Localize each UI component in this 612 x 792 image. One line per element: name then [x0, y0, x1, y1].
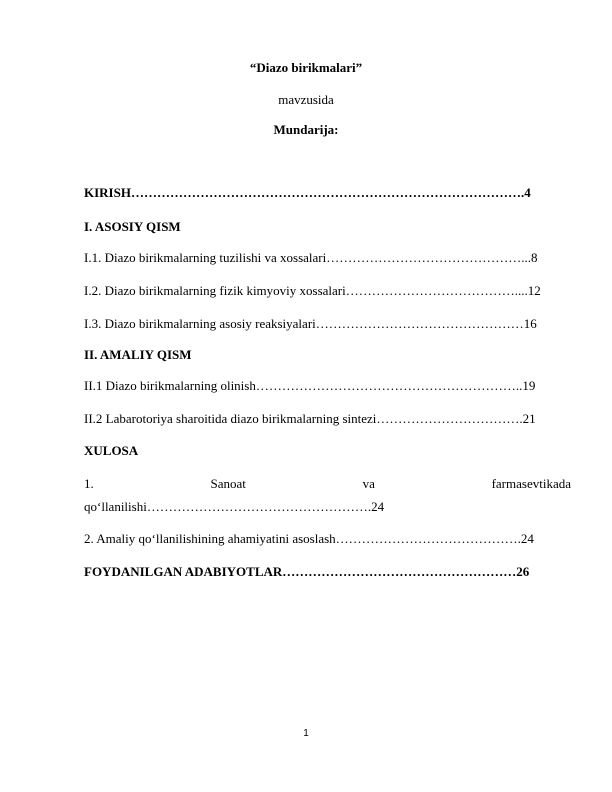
page-number: 1 — [303, 728, 309, 739]
toc-entry-c1-first-line — [84, 476, 571, 492]
toc-entry-2-1: II.1 Diazo birikmalarning olinish……………………………………………………..19 — [84, 378, 536, 393]
toc-entry-1-2: I.2. Diazo birikmalarning fizik kimyoviy xossalari…………………………………....12 — [84, 283, 541, 298]
contents-heading: Mundarija: — [273, 122, 339, 137]
toc-entry-2-2: II.2 Labarotoriya sharoitida diazo birikmalarning sintezi…………………………….21 — [84, 411, 536, 426]
toc-entry-c2: 2. Amaliy qo‘llanilishining ahamiyatini asoslash…………………………………….24 — [84, 531, 534, 546]
toc-entry-1-3: I.3. Diazo birikmalarning asosiy reaksiyalari…………………………………………16 — [84, 316, 537, 331]
toc-entry-1-1: I.1. Diazo birikmalarning tuzilishi va xossalari………………………………………...8 — [84, 250, 538, 265]
document-subtitle: mavzusida — [278, 92, 334, 107]
toc-entry-c1-word: va — [362, 476, 375, 491]
toc-entry-references: FOYDANILGAN ADABIYOTLAR………………………………………………26 — [84, 564, 530, 579]
toc-entry-intro: KIRISH……………………………………………………………………………….4 — [84, 185, 531, 200]
toc-entry-c1-word: Sanoat — [210, 476, 246, 491]
toc-section-conclusion: XULOSA — [84, 443, 139, 458]
toc-entry-c1-word: farmasevtikada — [491, 476, 571, 491]
toc-entry-c1-continuation: qo‘llanilishi…………………………………………….24 — [84, 499, 385, 514]
toc-section-1: I. ASOSIY QISM — [84, 219, 181, 234]
toc-section-2: II. AMALIY QISM — [84, 347, 192, 362]
toc-entry-c1-word: 1. — [84, 476, 94, 491]
document-title: “Diazo birikmalari” — [249, 60, 363, 75]
